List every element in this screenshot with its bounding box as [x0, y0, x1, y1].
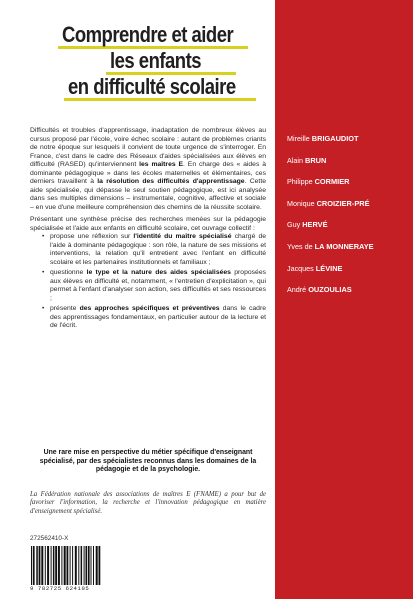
- text-run: . Cette aide spécialisée, qui dépasse le seul soutien pédagogique, est ici analysée dans ses multiples dimensions – instrumentale, cognitive, affective et sociale – en vue d'une meilleure compréhension des chemins de la réussite scolaire.: [30, 178, 266, 211]
- bullet-item: [30, 233, 266, 267]
- author-first-name: Alain: [287, 155, 303, 165]
- barcode-bar: [53, 546, 55, 586]
- author-list: [287, 128, 374, 301]
- barcode-bar: [61, 546, 62, 586]
- author-first-name: Yves de: [287, 241, 313, 251]
- author-last-name: HERVÉ: [302, 220, 328, 230]
- barcode-bar: [33, 546, 35, 586]
- barcode-number: 9 782725 624105: [30, 585, 122, 592]
- content-bullets: [30, 233, 266, 331]
- isbn-number: 272562410-X: [30, 535, 69, 542]
- author-item: [287, 258, 374, 280]
- text-run: chargé de l'aide à dominante pédagogique : son rôle, la nature de ses missions et interventions, la relation qu'il entretient avec l'enfant en difficulté scolaire et les partenaires institutionnels et familiaux ;: [50, 233, 267, 266]
- author-item: [287, 214, 374, 236]
- barcode-bar: [51, 546, 52, 586]
- emphasis-text: la résolution des difficultés d'apprentissage: [97, 178, 245, 185]
- bullet-item: [30, 305, 266, 331]
- emphasis-text: les maîtres E: [139, 161, 184, 168]
- barcode-bar: [81, 546, 83, 586]
- description-text: [30, 127, 266, 333]
- author-first-name: Monique: [287, 198, 315, 208]
- barcode-bar: [39, 546, 41, 586]
- barcode-bar: [31, 546, 32, 586]
- barcode-bar: [93, 546, 94, 586]
- author-item: [287, 193, 374, 215]
- barcode-bar: [78, 546, 79, 586]
- barcode-bar: [88, 546, 90, 586]
- author-item: [287, 279, 374, 301]
- barcode-icon: [30, 546, 116, 589]
- author-item: [287, 128, 374, 150]
- text-run: questionne: [50, 269, 87, 276]
- emphasis-text: le type et la nature des aides spécialisées: [86, 269, 231, 276]
- barcode-bar: [67, 546, 69, 586]
- author-last-name: LA MONNERAYE: [314, 241, 374, 251]
- barcode-bar: [84, 546, 85, 586]
- barcode-bar: [75, 546, 77, 586]
- barcode-bar: [91, 546, 92, 586]
- bullet-icon: •: [42, 269, 45, 276]
- barcode-bar: [55, 546, 57, 586]
- bullet-icon: •: [42, 233, 45, 240]
- author-last-name: BRIGAUDIOT: [311, 134, 359, 143]
- title-line-2: les enfants: [110, 48, 202, 73]
- text-run: dans le cadre des apprentissages fondamentaux, en particulier autour de la lecture et de l'écrit.: [50, 305, 266, 329]
- text-run: propose une réflexion sur: [50, 233, 134, 240]
- barcode-bar: [99, 546, 101, 586]
- author-item: [287, 236, 374, 258]
- barcode-bar: [70, 546, 71, 586]
- synthesis-paragraph: Présentant une synthèse précise des recherches menées sur la pédagogie spécialisée et l'aide aux enfants en difficulté scolaire, cet ouvrage collectif :: [30, 216, 266, 232]
- barcode-bar: [45, 546, 46, 586]
- summary-statement: Une rare mise en perspective du métier spécifique d'enseignant spécialisé, par des spécialistes reconnus dans les domaines de la pédagogie et de la psychologie.: [39, 449, 257, 474]
- emphasis-text: l'identité du maître spécialisé: [133, 233, 232, 240]
- authors-panel: [275, 0, 413, 599]
- bullet-item: [30, 269, 266, 303]
- barcode-bar: [86, 546, 88, 586]
- text-run: proposées aux élèves en difficulté et, notamment, « l'entretien d'explicitation », qui permet à l'enfant d'analyser son action, ses difficultés et ses ressources ;: [50, 269, 266, 302]
- title-line-1: Comprendre et aider: [62, 22, 234, 47]
- author-last-name: CROIZIER-PRÉ: [316, 198, 370, 208]
- intro-paragraph: [30, 127, 266, 212]
- author-last-name: CORMIER: [314, 177, 350, 187]
- author-first-name: Jacques: [287, 263, 314, 273]
- author-item: [287, 171, 374, 193]
- barcode-bar: [36, 546, 38, 586]
- text-run: Difficultés et troubles d'apprentissage, inadaptation de nombreux élèves au cursus proposé par l'école, voire échec scolaire : autant de problèmes criants de notre époque sur lesquels il convient de toute urgence de s'interroger. En France, c'est dans le cadre des Réseaux d'aides spécialisées aux élèves en difficulté (RASED) qu'interviennent: [30, 127, 266, 168]
- barcode-bar: [41, 546, 43, 586]
- federation-note: La Fédération nationale des associations de maîtres E (FNAME) a pour but de favoriser l'information, la recherche et l'innovation pédagogique en matière d'enseignement spécialisé.: [30, 491, 266, 515]
- barcode-bar: [72, 546, 73, 586]
- bullet-icon: •: [42, 305, 45, 312]
- author-last-name: OUZOULIAS: [308, 285, 352, 295]
- author-first-name: Guy: [287, 220, 301, 230]
- author-last-name: LÉVINE: [315, 263, 343, 273]
- author-first-name: Mireille: [287, 134, 310, 143]
- text-run: . En charge des « aides à dominante pédagogique » dans les écoles maternelles et élémentaires, ces derniers travaillent à: [30, 161, 266, 185]
- text-run: présente: [50, 305, 80, 312]
- barcode-bar: [47, 546, 49, 586]
- barcode-bar: [58, 546, 60, 586]
- author-last-name: BRUN: [304, 155, 327, 165]
- barcode-bar: [64, 546, 66, 586]
- barcode-bar: [96, 546, 98, 586]
- author-first-name: André: [287, 285, 307, 295]
- author-first-name: Philippe: [287, 177, 313, 187]
- title-line-3: en difficulté scolaire: [68, 74, 236, 99]
- emphasis-text: des approches spécifiques et préventives: [79, 305, 220, 312]
- author-item: [287, 150, 374, 172]
